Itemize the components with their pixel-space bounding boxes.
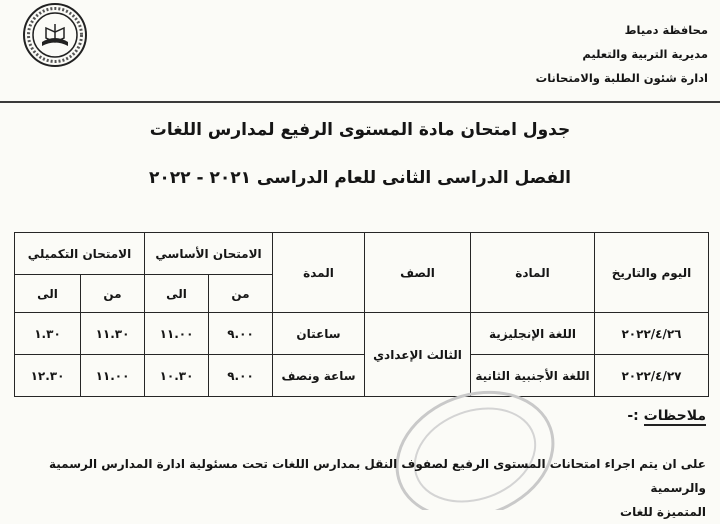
row-date: ٢٠٢٢/٤/٢٦ bbox=[595, 313, 709, 355]
header-day-date: اليوم والتاريخ bbox=[595, 233, 709, 313]
term-subtitle: الفصل الدراسى الثانى للعام الدراسى ٢٠٢١ - ٢٠٢٢ bbox=[149, 168, 571, 188]
table-row bbox=[15, 355, 709, 397]
notes-line-1: على ان يتم اجراء امتحانات المستوى الرفيع لصفوف النقل بمدارس اللغات تحت مسئولية ادارة المدارس الرسمية والرسمية bbox=[48, 457, 706, 495]
row-makeup-from: ١١.٠٠ bbox=[81, 355, 145, 397]
header-grade: الصف bbox=[365, 233, 471, 313]
row-grade: الثالث الإعدادي bbox=[365, 313, 471, 397]
row-makeup-to: ١٢.٣٠ bbox=[15, 355, 81, 397]
directorate-label: مديرية التربية والتعليم bbox=[582, 47, 708, 61]
row-duration: ساعة ونصف bbox=[273, 355, 365, 397]
notes-suffix: :- bbox=[627, 408, 644, 424]
header-divider bbox=[0, 101, 720, 103]
row-basic-to: ١١.٠٠ bbox=[145, 313, 209, 355]
notes-title: ملاحظات bbox=[643, 408, 706, 424]
header-basic-to: الى bbox=[145, 275, 209, 313]
row-date: ٢٠٢٢/٤/٢٧ bbox=[595, 355, 709, 397]
notes-heading bbox=[627, 408, 706, 424]
exam-schedule-table bbox=[14, 232, 709, 397]
governorate-label: محافظة دمياط bbox=[624, 23, 708, 37]
department-label: ادارة شئون الطلبة والامتحانات bbox=[535, 71, 708, 85]
header-subject: المادة bbox=[471, 233, 595, 313]
ministry-logo-icon bbox=[22, 2, 88, 68]
notes-body bbox=[16, 452, 706, 524]
header-basic-from: من bbox=[209, 275, 273, 313]
header-basic-exam: الامتحان الأساسي bbox=[145, 233, 273, 275]
notes-line-2: المتميزة للغات bbox=[620, 505, 706, 519]
header-makeup-to: الى bbox=[15, 275, 81, 313]
row-subject: اللغة الإنجليزية bbox=[471, 313, 595, 355]
row-makeup-to: ١.٣٠ bbox=[15, 313, 81, 355]
header-makeup-exam: الامتحان التكميلي bbox=[15, 233, 145, 275]
header-duration: المدة bbox=[273, 233, 365, 313]
row-makeup-from: ١١.٣٠ bbox=[81, 313, 145, 355]
table-row bbox=[15, 313, 709, 355]
row-basic-from: ٩.٠٠ bbox=[209, 313, 273, 355]
row-basic-to: ١٠.٣٠ bbox=[145, 355, 209, 397]
row-duration: ساعتان bbox=[273, 313, 365, 355]
issuer-header bbox=[448, 18, 708, 90]
row-basic-from: ٩.٠٠ bbox=[209, 355, 273, 397]
document-title: جدول امتحان مادة المستوى الرفيع لمدارس اللغات bbox=[149, 120, 571, 140]
header-makeup-from: من bbox=[81, 275, 145, 313]
row-subject: اللغة الأجنبية الثانية bbox=[471, 355, 595, 397]
